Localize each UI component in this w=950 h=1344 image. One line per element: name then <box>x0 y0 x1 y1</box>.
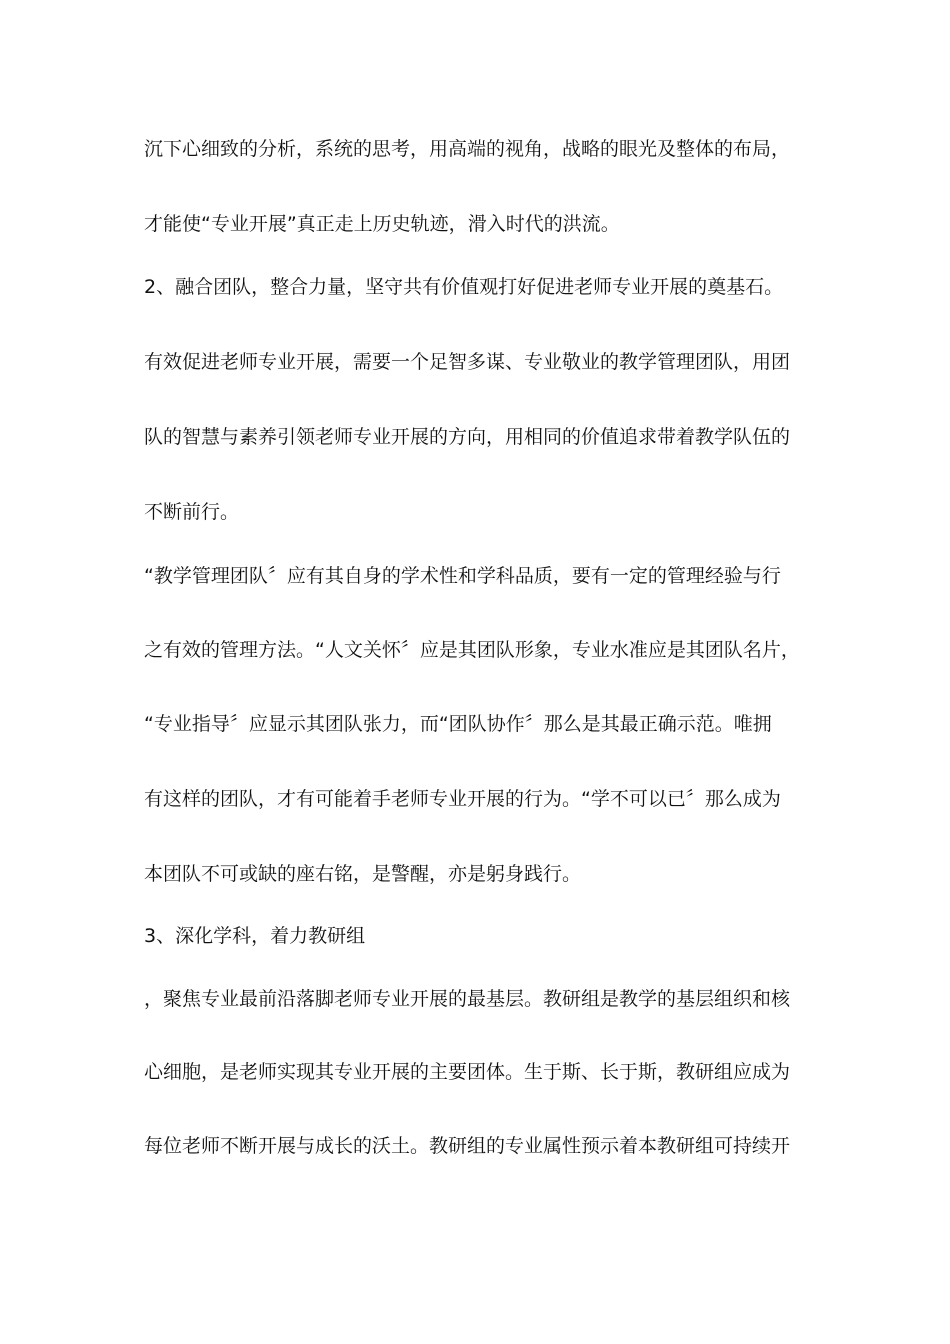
section-heading-line: 3、深化学科，着力教研组 <box>144 925 366 947</box>
paragraph-line: “专业指导〞应显示其团队张力，而“团队协作〞那么是其最正确示范。唯拥 <box>144 713 772 735</box>
paragraph-line: ，聚焦专业最前沿落脚老师专业开展的最基层。教研组是教学的基层组织和核 <box>144 988 791 1010</box>
paragraph-line: 沉下心细致的分析，系统的思考，用高端的视角，战略的眼光及整体的布局， <box>144 138 791 160</box>
paragraph-line: “教学管理团队〞应有其自身的学术性和学科品质，要有一定的管理经验与行 <box>144 565 781 587</box>
paragraph-line: 有效促进老师专业开展，需要一个足智多谋、专业敬业的教学管理团队，用团 <box>144 351 791 373</box>
paragraph-line: 不断前行。 <box>144 501 240 523</box>
paragraph-line: 才能使“专业开展”真正走上历史轨迹，滑入时代的洪流。 <box>144 213 620 235</box>
section-heading-line: 2、融合团队，整合力量，坚守共有价值观打好促进老师专业开展的奠基石。 <box>144 276 784 298</box>
paragraph-line: 有这样的团队，才有可能着手老师专业开展的行为。“学不可以已〞那么成为 <box>144 788 781 810</box>
paragraph-line: 之有效的管理方法。“人文关怀〞应是其团队形象，专业水准应是其团队名片， <box>144 639 800 661</box>
paragraph-line: 每位老师不断开展与成长的沃土。教研组的专业属性预示着本教研组可持续开 <box>144 1135 791 1157</box>
paragraph-line: 心细胞，是老师实现其专业开展的主要团体。生于斯、长于斯，教研组应成为 <box>144 1061 791 1083</box>
paragraph-line: 队的智慧与素养引领老师专业开展的方向，用相同的价值追求带着教学队伍的 <box>144 426 791 448</box>
paragraph-line: 本团队不可或缺的座右铭，是警醒，亦是躬身践行。 <box>144 863 582 885</box>
